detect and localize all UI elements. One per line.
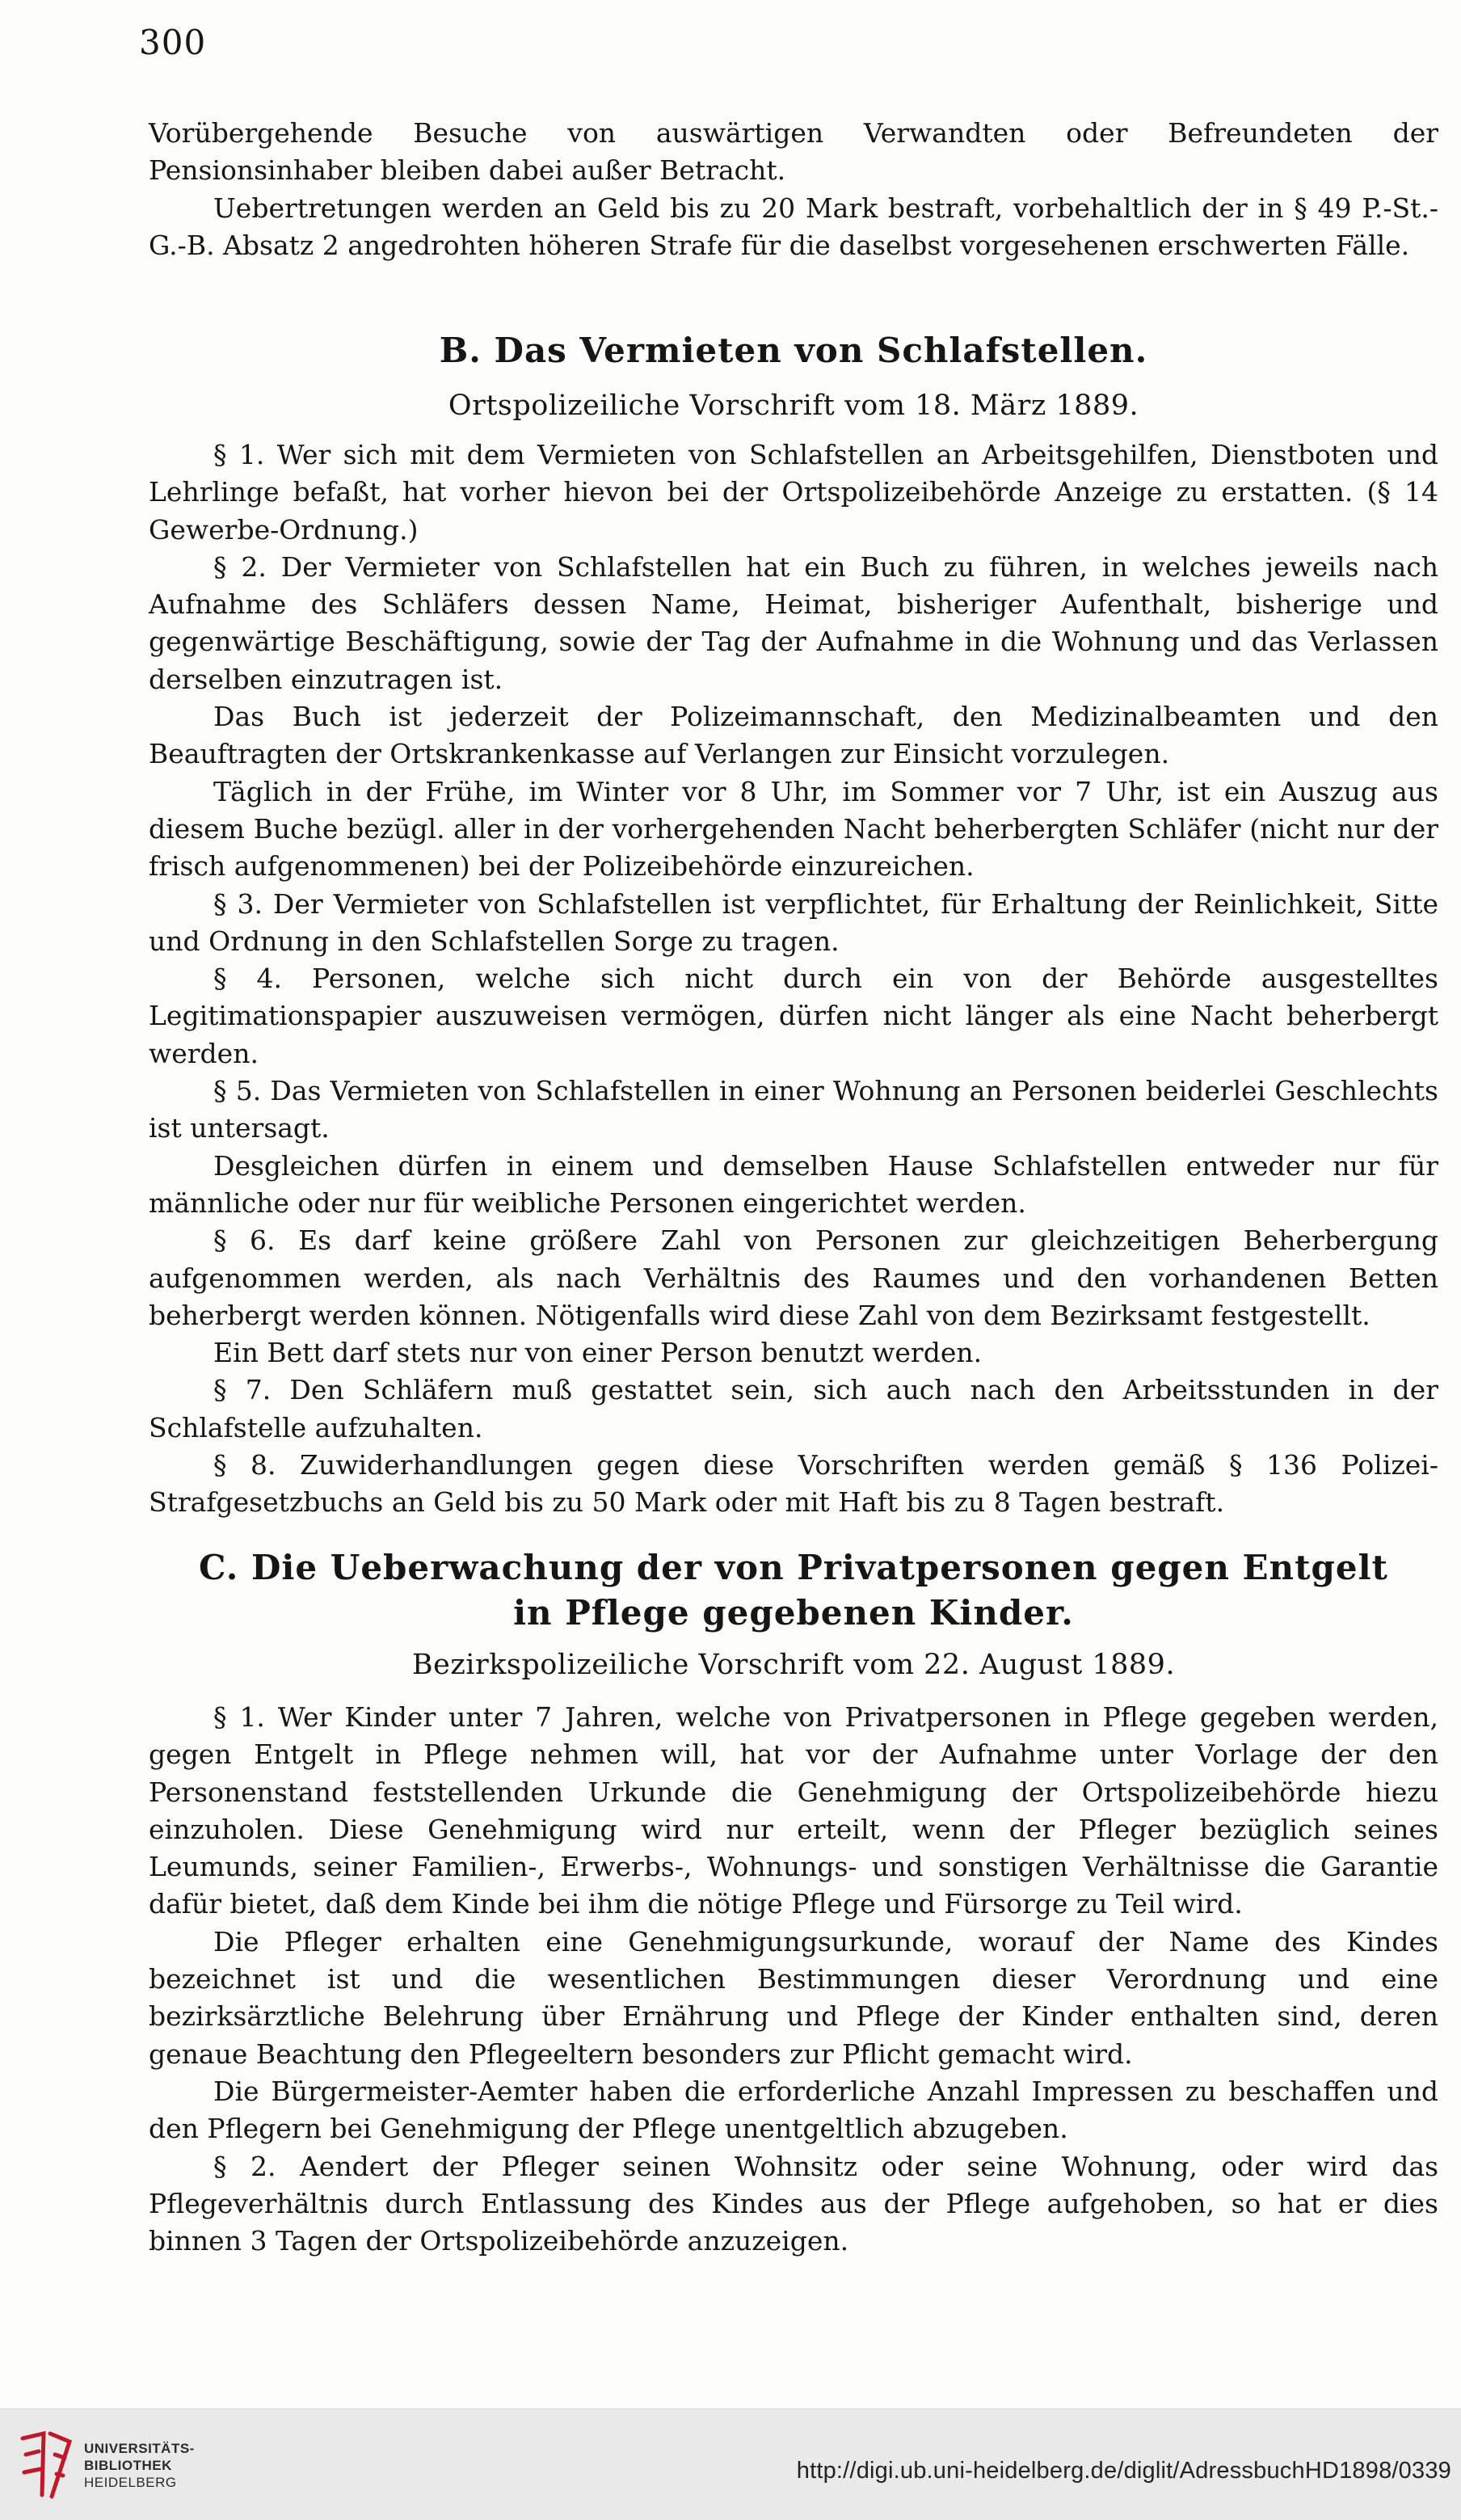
paragraph: § 2. Aendert der Pfleger seinen Wohnsitz oder seine Wohnung, oder wird das Pflegeverhältnis durch Entlassung des Kindes aus der Pflege aufgehoben, so hat er dies binnen 3 Tagen der Ortspolizeibehörde anzuzeigen. [149, 2150, 1438, 2257]
paragraph: Die Pfleger erhalten eine Genehmigungsurkunde, worauf der Name des Kindes bezeichnet ist und die wesentlichen Bestimmungen dieser Verordnung und eine bezirksärztliche Belehrung über Ernährung und Pflege der Kinder enthalten sind, deren genaue Beachtung den Pflegeeltern besonders zur Pflicht gemacht wird. [149, 1925, 1438, 2070]
paragraph: § 7. Den Schläfern muß gestattet sein, sich auch nach den Arbeitsstunden in der Schlafstelle aufzuhalten. [149, 1374, 1438, 1443]
paragraph: § 8. Zuwiderhandlungen gegen diese Vorschriften werden gemäß § 136 Polizei-Strafgesetzbuchs an Geld bis zu 50 Mark oder mit Haft bis zu 8 Tagen bestraft. [149, 1449, 1438, 1519]
paragraph: § 1. Wer sich mit dem Vermieten von Schlafstellen an Arbeitsgehilfen, Dienstboten und Lehrlinge befaßt, hat vorher hievon bei der Ortspolizeibehörde Anzeige zu erstatten. (§ 14 Gewerbe-Ordnung.) [149, 439, 1438, 546]
paragraph: § 2. Der Vermieter von Schlafstellen hat ein Buch zu führen, in welches jeweils nach Aufnahme des Schläfers dessen Name, Heimat, bisheriger Aufenthalt, bisherige und gegenwärtige Beschäftigung, sowie der Tag der Aufnahme in die Wohnung und das Verlassen derselben einzutragen ist. [149, 550, 1438, 695]
page-number: 300 [139, 23, 207, 62]
paragraph: § 6. Es darf keine größere Zahl von Personen zur gleichzeitigen Beherbergung aufgenommen werden, als nach Verhältnis des Raumes und den vorhandenen Betten beherbergt werden können. Nötigenfalls wird diese Zahl von dem Bezirksamt festgestellt. [149, 1224, 1438, 1331]
intro-paragraph: Vorübergehende Besuche von auswärtigen Verwandten oder Befreundeten der Pensionsinhaber bleiben dabei außer Betracht. [149, 117, 1438, 187]
library-name-line: HEIDELBERG [84, 2475, 177, 2490]
paragraph: § 4. Personen, welche sich nicht durch ein von der Behörde ausgestelltes Legitimationspapier auszuweisen vermögen, dürfen nicht länger als eine Nacht beherbergt werden. [149, 963, 1438, 1069]
section-c-heading: C. Die Ueberwachung der von Privatpersonen gegen Entgelt in Pflege gegebenen Kinder. [199, 1548, 1388, 1633]
paragraph: Das Buch ist jederzeit der Polizeimannschaft, den Medizinalbeamten und den Beauftragten der Ortskrankenkasse auf Verlangen zur Einsicht vorzulegen. [149, 701, 1438, 770]
viewer-footer [0, 2408, 1461, 2520]
section-b-heading: B. Das Vermieten von Schlafstellen. [439, 331, 1148, 370]
paragraph: § 5. Das Vermieten von Schlafstellen in einer Wohnung an Personen beiderlei Geschlechts ist untersagt. [149, 1075, 1438, 1144]
intro-paragraph: Uebertretungen werden an Geld bis zu 20 Mark bestraft, vorbehaltlich der in § 49 P.-St.-G.-B. Absatz 2 angedrohten höheren Strafe für die daselbst vorgesehenen erschwerten Fälle. [149, 192, 1438, 261]
library-name-line: BIBLIOTHEK [84, 2458, 172, 2473]
paragraph: Die Bürgermeister-Aemter haben die erforderliche Anzahl Impressen zu beschaffen und den Pflegern bei Genehmigung der Pflege unentgeltlich abzugeben. [149, 2075, 1438, 2145]
library-name [84, 2440, 195, 2491]
heidelberg-library-logo-icon [15, 2427, 78, 2503]
intro-block [149, 115, 1438, 264]
section-c-body [149, 1699, 1438, 2260]
library-name-line: UNIVERSITÄTS- [84, 2441, 195, 2456]
section-b [149, 328, 1438, 1522]
paragraph: Desgleichen dürfen in einem und demselben Hause Schlafstellen entweder nur für männliche oder nur für weibliche Personen eingerichtet werden. [149, 1149, 1438, 1219]
section-c [149, 1545, 1438, 2260]
paragraph: Ein Bett darf stets nur von einer Person benutzt werden. [213, 1337, 983, 1369]
section-b-subheading: Ortspolizeiliche Vorschrift vom 18. März 1889. [448, 390, 1139, 422]
paragraph: § 3. Der Vermieter von Schlafstellen ist verpflichtet, für Erhaltung der Reinlichkeit, Sitte und Ordnung in den Schlafstellen Sorge zu tragen. [149, 887, 1438, 957]
paragraph: Täglich in der Frühe, im Winter vor 8 Uhr, im Sommer vor 7 Uhr, ist ein Auszug aus diesem Buche bezügl. aller in der vorhergehenden Nacht beherbergten Schläfer (nicht nur der frisch aufgenommenen) bei der Polizeibehörde einzureichen. [149, 775, 1438, 883]
source-url-link[interactable]: http://digi.ub.uni-heidelberg.de/diglit/AdressbuchHD1898/0339 [796, 2458, 1451, 2484]
section-c-subheading: Bezirkspolizeiliche Vorschrift vom 22. August 1889. [411, 1649, 1176, 1681]
section-b-body [149, 436, 1438, 1522]
paragraph: § 1. Wer Kinder unter 7 Jahren, welche von Privatpersonen in Pflege gegeben werden, gegen Entgelt in Pflege nehmen will, hat vor der Aufnahme unter Vorlage der den Personenstand feststellenden Urkunde die Genehmigung der Ortspolizeibehörde hiezu einzuholen. Diese Genehmigung wird nur erteilt, wenn der Pfleger bezüglich seines Leumunds, seiner Familien-, Erwerbs-, Wohnungs- und sonstigen Verhältnisse die Garantie dafür bietet, daß dem Kinde bei ihm die nötige Pflege und Fürsorge zu Teil wird. [149, 1701, 1438, 1920]
